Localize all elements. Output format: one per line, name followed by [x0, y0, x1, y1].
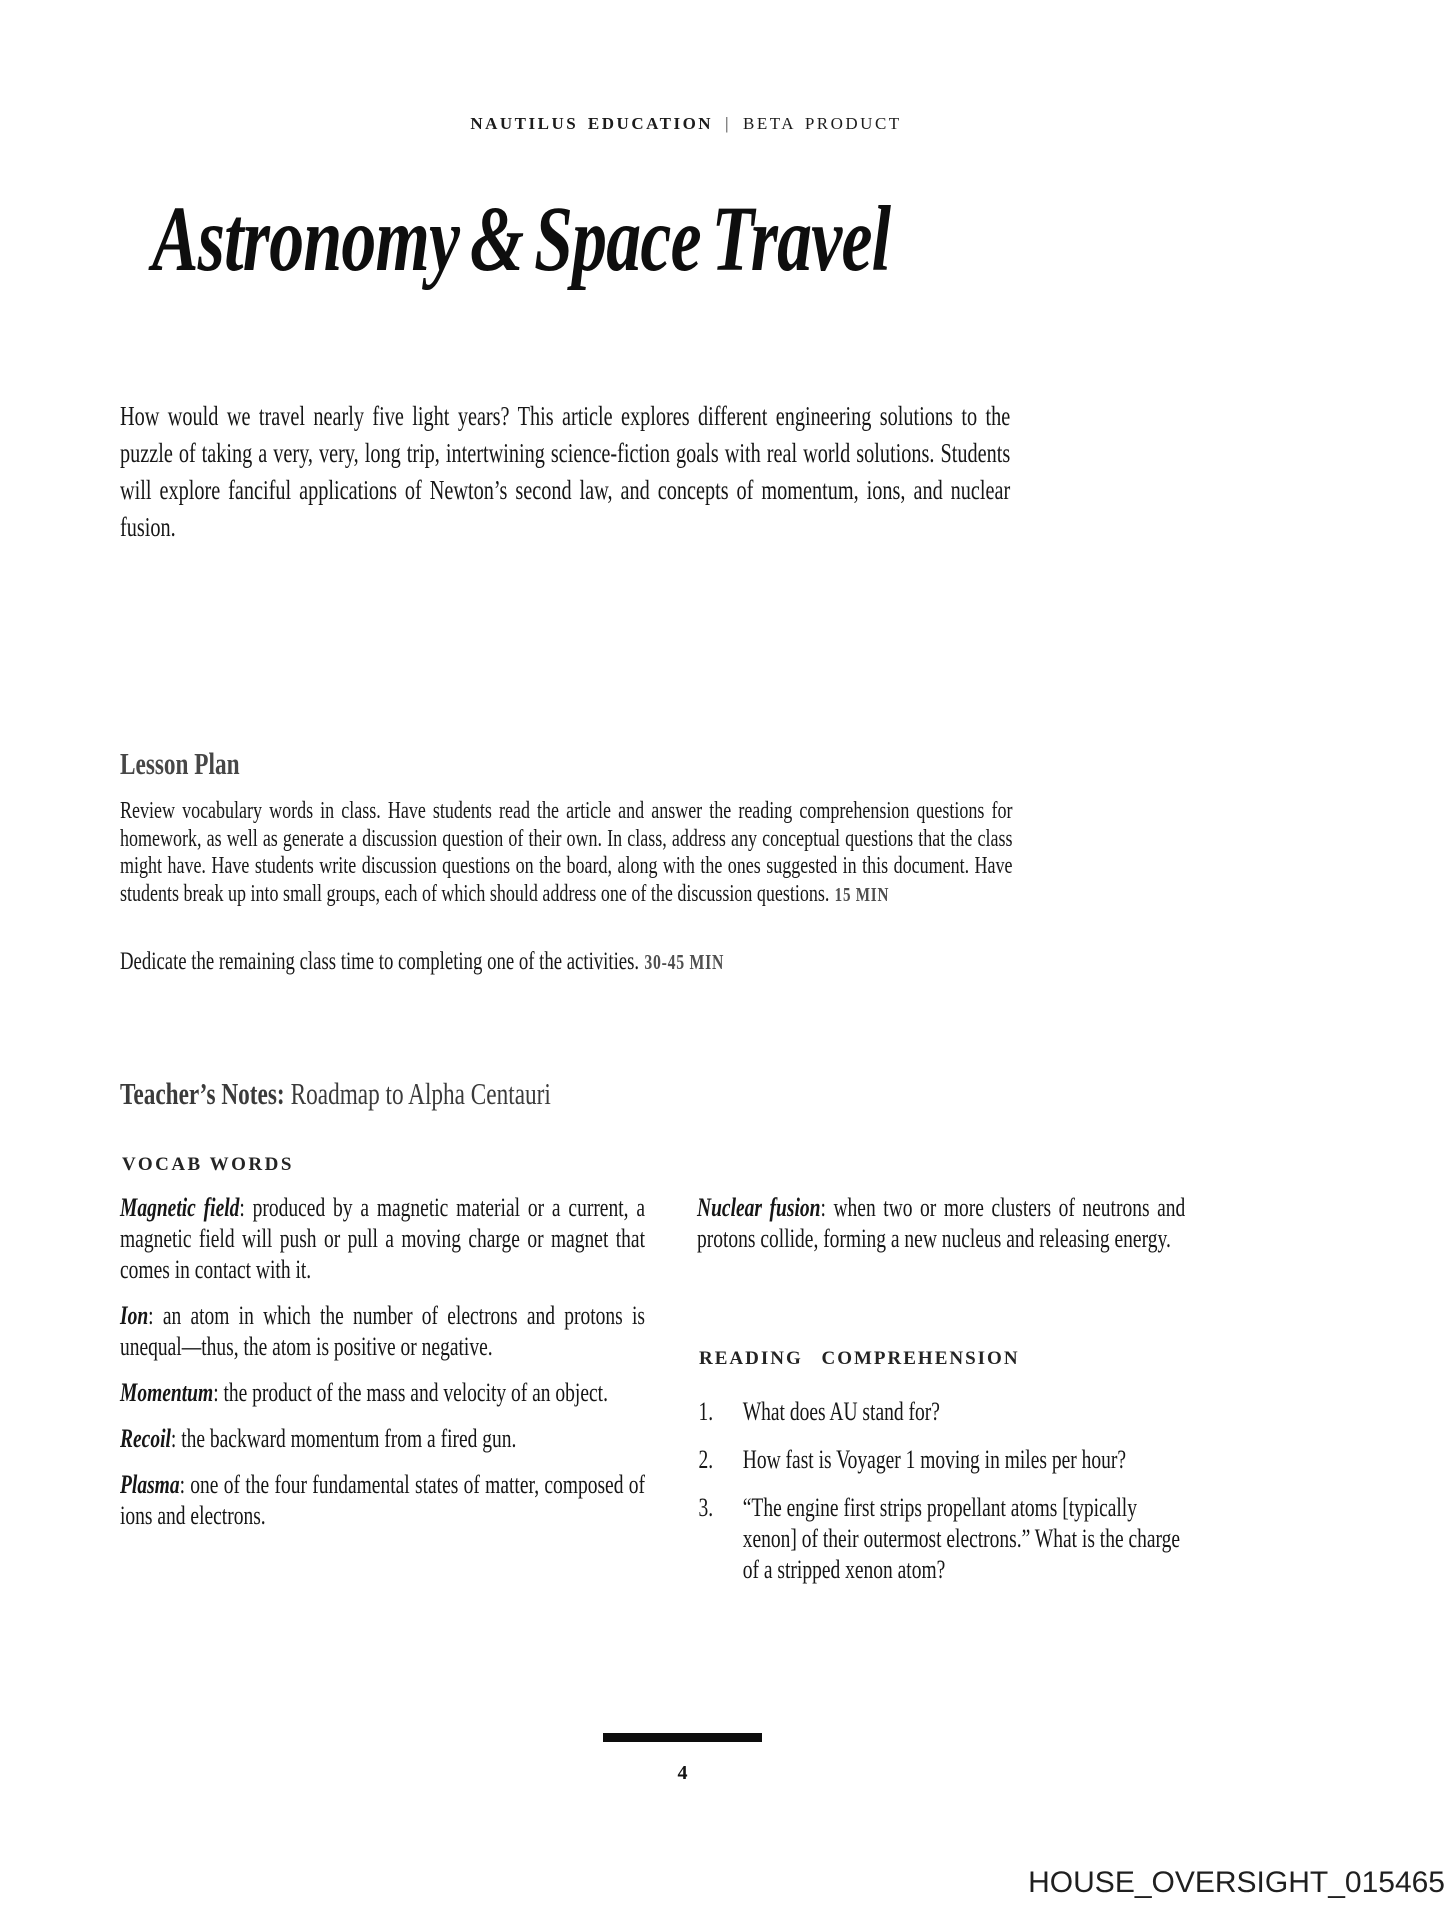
lesson-plan-text: Review vocabulary words in class. Have students read the article and answer the reading comprehension questions for homework, as well as generate a discussion question of their own. In class, address any conceptual questions that the class might have. Have students write discussion questions on the board, along with the ones suggested in this document. Have students break up into small groups, each of which should address one of the discussion questions.	[120, 798, 1013, 907]
lesson-plan-heading: Lesson Plan	[120, 746, 240, 781]
question-item-3	[697, 1492, 1185, 1585]
question-number: 2.	[698, 1445, 714, 1474]
vocab-term: Momentum	[120, 1378, 214, 1407]
intro-paragraph: How would we travel nearly five light years? This article explores different engineering solutions to the puzzle of taking a very, very, long trip, intertwining science-fiction goals with real world solutions. Students will explore fanciful applications of Newton’s second law, and concepts of momentum, ions, and nuclear fusion.	[120, 401, 1011, 542]
vocab-entry-recoil	[120, 1423, 645, 1454]
page-title-block	[152, 186, 1352, 293]
teachers-notes-block	[120, 1076, 694, 1112]
vocab-entry-momentum	[120, 1377, 645, 1408]
duration-badge-30-45min: 30-45 MIN	[644, 950, 725, 974]
question-number: 1.	[698, 1397, 714, 1426]
vocab-definition: : when two or more clusters of neutrons and protons collide, forming a new nucleus and releasing energy.	[697, 1193, 1186, 1253]
vocab-left-column	[120, 1192, 645, 1546]
vocab-term: Nuclear fusion	[697, 1193, 821, 1222]
activity-text: Dedicate the remaining class time to completing one of the activities.	[120, 948, 640, 975]
vocab-words-heading: VOCAB WORDS	[122, 1154, 294, 1175]
vocab-definition: : the backward momentum from a fired gun.	[170, 1424, 517, 1453]
question-text: How fast is Voyager 1 moving in miles per hour?	[742, 1445, 1127, 1474]
vocab-term: Magnetic field	[120, 1193, 240, 1222]
vocab-term: Ion	[120, 1301, 149, 1330]
intro-paragraph-block	[120, 398, 1010, 546]
page-title: Astronomy & Space Travel	[152, 188, 891, 291]
vocab-entry-magnetic-field	[120, 1192, 645, 1285]
question-item-2	[697, 1444, 1185, 1475]
activity-line	[120, 948, 724, 976]
footer-rule	[603, 1733, 762, 1742]
reading-comprehension-list	[697, 1396, 1185, 1602]
question-text: What does AU stand for?	[742, 1397, 940, 1426]
header-separator: |	[725, 114, 731, 133]
teachers-notes-label: Teacher’s Notes:	[120, 1076, 285, 1111]
teachers-notes-title: Roadmap to Alpha Centauri	[290, 1076, 551, 1111]
duration-badge-15min: 15 MIN	[834, 883, 890, 906]
lesson-plan-paragraph	[120, 798, 1013, 909]
vocab-entry-plasma	[120, 1469, 645, 1531]
vocab-definition: : an atom in which the number of electrons and protons is unequal—thus, the atom is positive or negative.	[120, 1301, 645, 1361]
document-header	[0, 114, 1372, 134]
question-text: “The engine first strips propellant atoms [typically xenon] of their outermost electrons.” What is the charge of a stripped xenon atom?	[742, 1493, 1181, 1584]
vocab-definition: : one of the four fundamental states of matter, composed of ions and electrons.	[120, 1470, 645, 1530]
teachers-notes-heading	[120, 1076, 551, 1112]
publisher-name: NAUTILUS EDUCATION	[470, 114, 714, 133]
vocab-right-column	[697, 1192, 1185, 1269]
activity-line-block	[120, 948, 926, 976]
vocab-entry-nuclear-fusion	[697, 1192, 1185, 1254]
vocab-definition: : the product of the mass and velocity of an object.	[213, 1378, 608, 1407]
product-label: BETA PRODUCT	[742, 114, 902, 133]
vocab-term: Recoil	[120, 1424, 171, 1453]
lesson-plan-heading-block	[120, 746, 279, 782]
vocab-entry-ion	[120, 1300, 645, 1362]
page-number: 4	[677, 1762, 688, 1784]
question-number: 3.	[698, 1493, 714, 1522]
vocab-term: Plasma	[120, 1470, 180, 1499]
bates-stamp-watermark: HOUSE_OVERSIGHT_015465	[1028, 1866, 1445, 1899]
reading-comprehension-heading: READING COMPREHENSION	[699, 1348, 1020, 1369]
lesson-plan-paragraph-block	[120, 798, 1012, 909]
question-item-1	[697, 1396, 1185, 1427]
vocab-definition: : produced by a magnetic material or a current, a magnetic field will push or pull a moving charge or magnet that comes in contact with it.	[120, 1193, 645, 1284]
